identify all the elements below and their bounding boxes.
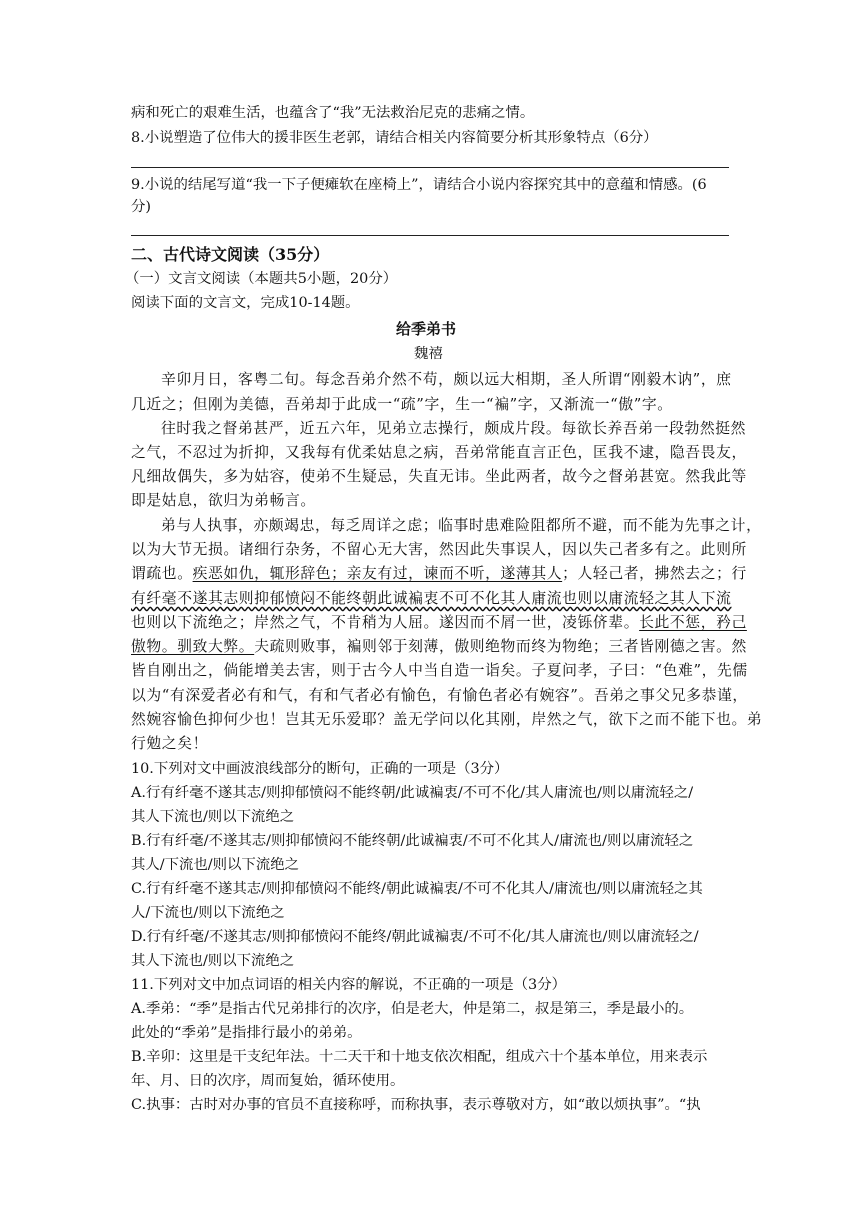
section-title: 二、古代诗文阅读（35分）: [131, 245, 330, 264]
underlined-text: 长此不惩，矜己: [639, 614, 747, 631]
option-b: B.辛卯：这里是干支纪年法。十二天干和十地支依次相配，组成六十个基本单位，用来表示: [131, 1049, 708, 1065]
question-8: 8.小说塑造了位伟大的援非医生老郭，请结合相关内容简要分析其形象特点（6分）: [131, 130, 658, 146]
plain-text: 谓疏也。: [131, 565, 193, 582]
option-b-cont: 其人/下流也/则以下流绝之: [131, 857, 299, 873]
article-line: 之气，不忍过为折抑，又我每有优柔姑息之病，吾弟常能直言正色，匡我不逮，隐吾畏友，: [131, 444, 747, 461]
option-a-cont: 此处的“季弟”是指排行最小的弟弟。: [131, 1025, 362, 1041]
article-line: 皆自刚出之，倘能增美去害，则于古今人中当自造一诣矣。子夏问孝，子曰：“色难”，先儒: [131, 662, 748, 679]
plain-text: 夫疏则败事，褊则邻于刻薄，傲则绝物而终为物绝；三者皆刚德之害。然: [254, 638, 747, 655]
article-line: [131, 616, 747, 631]
question-9-cont: 分): [131, 199, 152, 215]
article-line: 弟与人执事，亦颇竭忠，每乏周详之虑；临事时患难险阻都所不避，而不能为先事之计，: [161, 517, 762, 534]
option-b: B.行有纤毫/不遂其志/则抑郁愤闷不能终朝/此诚褊衷/不可不化其人/庸流也/则以庸流轻之: [131, 833, 694, 849]
article-line: 然婉容愉色抑何少也！岂其无乐爱耶？盖无学问以化其刚，岸然之气，欲下之而不能下也。弟: [131, 711, 763, 728]
option-b-cont: 年、月、日的次序，周而复始，循环使用。: [131, 1073, 405, 1089]
underlined-text: 傲物。驯致大弊。: [131, 638, 255, 655]
instruction: 阅读下面的文言文，完成10-14题。: [131, 295, 360, 311]
option-d: D.行有纤毫/不遂其志/则抑郁愤闷不能终/朝此诚褊衷/不可不化/其人庸流也/则以庸流轻之/: [131, 929, 699, 945]
article-line: 行勉之矣！: [131, 735, 208, 752]
option-a-cont: 其人下流也/则以下流绝之: [131, 809, 295, 825]
question-10: 10.下列对文中画波浪线部分的断句，正确的一项是（3分）: [131, 761, 509, 777]
underlined-text: 疾恶如仇，辄形辞色；亲友有过，谏而不听，遂薄其人: [192, 565, 563, 582]
plain-text: ；人轻己者，拂然去之；行: [562, 565, 747, 582]
answer-line: [131, 167, 729, 168]
option-a: A.季弟：“季”是指古代兄弟排行的次序，伯是老大，仲是第二，叔是第三，季是最小的。: [131, 1001, 694, 1017]
article-line: [131, 567, 747, 582]
question-9: 9.小说的结尾写道“我一下子便瘫软在座椅上”，请结合小说内容探究其中的意蕴和情感。(6: [131, 177, 707, 193]
question-11: 11.下列对文中加点词语的相关内容的解说，不正确的一项是（3分）: [131, 977, 566, 993]
article-line: [131, 640, 747, 655]
option-c: C.行有纤毫不遂其志/则抑郁愤闷不能终/朝此诚褊衷/不可不化其人/庸流也/则以庸流轻之其: [131, 881, 703, 897]
option-d-cont: 其人下流也/则以下流绝之: [131, 953, 295, 969]
option-c: C.执事：古时对办事的官员不直接称呼，而称执事，表示尊敬对方，如“敢以烦执事”。“执: [131, 1097, 701, 1113]
answer-line: [131, 235, 729, 236]
option-a: A.行有纤毫不遂其志/则抑郁愤闷不能终朝/此诚褊衷/不可不化/其人庸流也/则以庸流轻之/: [131, 785, 694, 801]
article-line: 凡细故偶失，多为姑容，使弟不生疑忌，失直无讳。坐此两者，故今之督弟甚宽。然我此等: [131, 468, 747, 485]
option-c-cont: 人/下流也/则以下流绝之: [131, 905, 285, 921]
wavy-underlined-line: 有纤毫不遂其志则抑郁愤闷不能终朝此诚褊衷不可不化其人庸流也则以庸流轻之其人下流: [131, 590, 732, 607]
plain-text: 也则以下流绝之；岸然之气，不肯稍为人屈。遂因而不屑一世，凌铄侪辈。: [131, 614, 640, 631]
article-line: 即是姑息，欲归为弟畅言。: [131, 492, 316, 509]
article-title: 给季弟书: [396, 320, 457, 338]
text-line: 病和死亡的艰难生活，也蕴含了“我”无法救治尼克的悲痛之情。: [131, 105, 535, 121]
article-line: 以为“有深爱者必有和气，有和气者必有愉色，有愉色者必有婉容”。吾弟之事父兄多恭谨，: [131, 687, 748, 704]
article-line: 往时我之督弟甚严，近五六年，见弟立志操行，颇成片段。每欲长养吾弟一段勃然挺然: [161, 420, 747, 437]
article-line: 辛卯月日，客粤二旬。每念吾弟介然不苟，颇以远大相期，圣人所谓“刚毅木讷”，庶: [161, 371, 732, 388]
article-author: 魏禧: [414, 346, 443, 362]
article-line: 几近之；但刚为美德，吾弟却于此成一“疏”字，生一“褊”字，又渐流一“傲”字。: [131, 396, 673, 413]
section-subtitle: （一）文言文阅读（本题共5小题，20分）: [125, 271, 398, 287]
article-line: 以为大节无损。诸细行杂务，不留心无大害，然因此失事误人，因以失己者多有之。此则所: [131, 541, 747, 558]
